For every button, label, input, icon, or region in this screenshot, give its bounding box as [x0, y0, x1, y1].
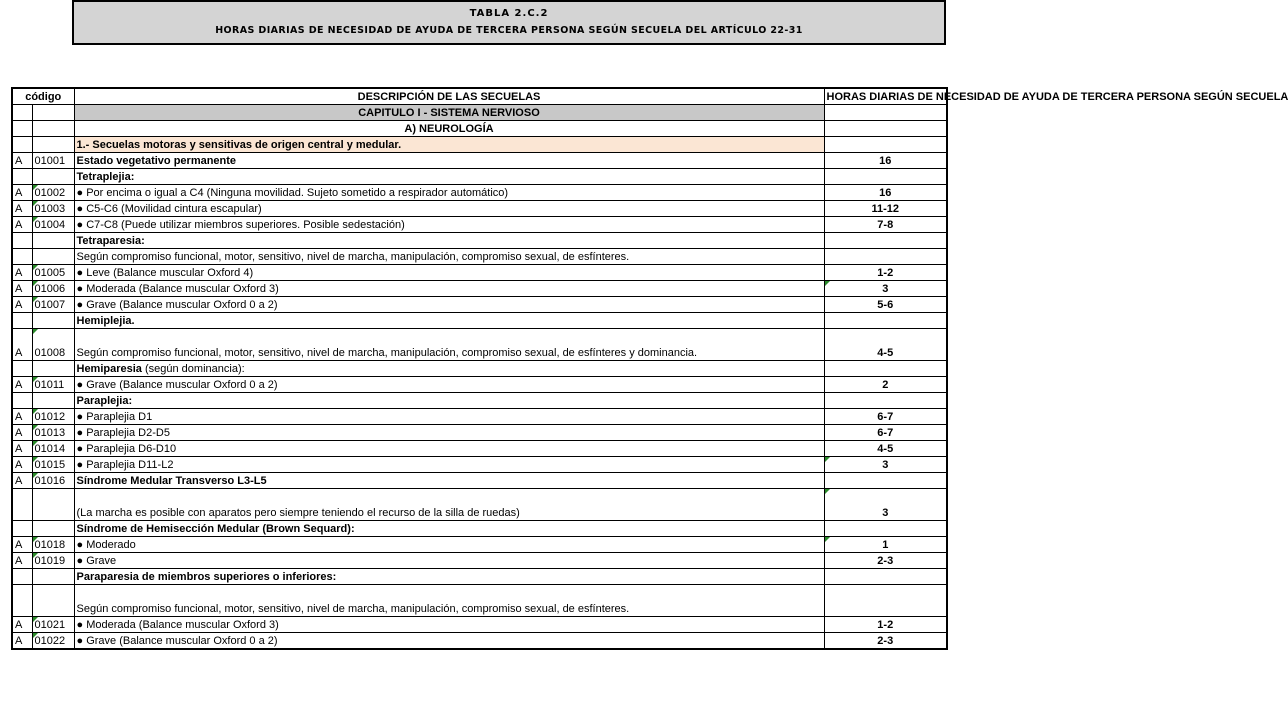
row-prefix: A [12, 553, 32, 569]
row-hours: 3 [824, 489, 947, 521]
table-row [12, 265, 947, 281]
row-hours: 1-2 [824, 265, 947, 281]
row-code: 01001 [32, 153, 74, 169]
row-prefix: A [12, 329, 32, 361]
row-code: 01013 [32, 425, 74, 441]
row-code: 01014 [32, 441, 74, 457]
row-description: Según compromiso funcional, motor, sensitivo, nivel de marcha, manipulación, compromiso sexual, de esfínteres y dominancia. [74, 329, 824, 361]
comment-marker-icon [33, 297, 38, 302]
table-row [12, 361, 947, 377]
row-description: Según compromiso funcional, motor, sensitivo, nivel de marcha, manipulación, compromiso sexual, de esfínteres. [74, 585, 824, 617]
row-hours: 4-5 [824, 329, 947, 361]
sequelae-table [11, 87, 1288, 650]
table-row [12, 569, 947, 585]
comment-marker-icon [33, 265, 38, 270]
row-description: ● Paraplejia D11-L2 [74, 457, 824, 473]
row-prefix: A [12, 409, 32, 425]
row-description: Hemiplejia. [74, 313, 824, 329]
comment-marker-icon [825, 457, 830, 462]
table-row [12, 617, 947, 633]
row-prefix: A [12, 185, 32, 201]
row-description: ● Moderada (Balance muscular Oxford 3) [74, 281, 824, 297]
row-prefix: A [12, 473, 32, 489]
row-description: ● Grave [74, 553, 824, 569]
row-code: 01006 [32, 281, 74, 297]
row-hours: 3 [824, 281, 947, 297]
table-row [12, 633, 947, 650]
row-hours: 6-7 [824, 409, 947, 425]
row-description: ● Moderado [74, 537, 824, 553]
table-row [12, 313, 947, 329]
row-prefix: A [12, 537, 32, 553]
row-description: (La marcha es posible con aparatos pero siempre teniendo el recurso de la silla de ruedas) [74, 489, 824, 521]
comment-marker-icon [33, 329, 38, 334]
row-hours: 7-8 [824, 217, 947, 233]
row-description: Tetraplejia: [74, 169, 824, 185]
row-hours [824, 473, 947, 489]
comment-marker-icon [33, 185, 38, 190]
row-description: ● Paraplejia D2-D5 [74, 425, 824, 441]
row-code: 01022 [32, 633, 74, 650]
table-title: HORAS DIARIAS DE NECESIDAD DE AYUDA DE TERCERA PERSONA SEGÚN SECUELA DEL ARTÍCULO 22-31 [215, 25, 803, 36]
table-row [12, 217, 947, 233]
row-code: 01016 [32, 473, 74, 489]
subchapter-row [12, 121, 947, 137]
comment-marker-icon [33, 425, 38, 430]
chapter-row [12, 105, 947, 121]
row-prefix: A [12, 457, 32, 473]
row-description: ● C5-C6 (Movilidad cintura escapular) [74, 201, 824, 217]
row-code: 01005 [32, 265, 74, 281]
row-description: ● Leve (Balance muscular Oxford 4) [74, 265, 824, 281]
comment-marker-icon [33, 441, 38, 446]
table-row [12, 329, 947, 361]
comment-marker-icon [33, 553, 38, 558]
table-row [12, 185, 947, 201]
comment-marker-icon [33, 377, 38, 382]
comment-marker-icon [33, 633, 38, 638]
table-row [12, 457, 947, 473]
row-code: 01011 [32, 377, 74, 393]
table-title-box [72, 0, 946, 45]
row-description: ● Por encima o igual a C4 (Ninguna movilidad. Sujeto sometido a respirador automático) [74, 185, 824, 201]
table-row [12, 201, 947, 217]
row-description: ● C7-C8 (Puede utilizar miembros superiores. Posible sedestación) [74, 217, 824, 233]
comment-marker-icon [33, 537, 38, 542]
section-title: 1.- Secuelas motoras y sensitivas de origen central y medular. [74, 137, 824, 153]
row-description: Hemiparesia (según dominancia): [74, 361, 824, 377]
row-code: 01019 [32, 553, 74, 569]
row-description: Síndrome de Hemisección Medular (Brown Sequard): [74, 521, 824, 537]
comment-marker-icon [825, 281, 830, 286]
row-code: 01021 [32, 617, 74, 633]
row-prefix: A [12, 425, 32, 441]
row-prefix: A [12, 201, 32, 217]
row-code: 01004 [32, 217, 74, 233]
row-code: 01012 [32, 409, 74, 425]
row-hours: 11-12 [824, 201, 947, 217]
row-description: Estado vegetativo permanente [74, 153, 824, 169]
header-hours: HORAS DIARIAS DE NECESIDAD DE AYUDA DE TERCERA PERSONA SEGÚN SECUELA [824, 88, 947, 105]
comment-marker-icon [825, 537, 830, 542]
comment-marker-icon [33, 217, 38, 222]
row-hours: 2-3 [824, 553, 947, 569]
row-prefix: A [12, 377, 32, 393]
header-description: DESCRIPCIÓN DE LAS SECUELAS [74, 88, 824, 105]
comment-marker-icon [33, 409, 38, 414]
row-hours: 16 [824, 185, 947, 201]
subchapter-title: A) NEUROLOGÍA [74, 121, 824, 137]
comment-marker-icon [825, 489, 830, 494]
row-hours: 1 [824, 537, 947, 553]
table-row [12, 537, 947, 553]
table-row [12, 377, 947, 393]
table-row [12, 153, 947, 169]
row-code: 01003 [32, 201, 74, 217]
row-description: Tetraparesia: [74, 233, 824, 249]
row-prefix: A [12, 617, 32, 633]
row-prefix: A [12, 153, 32, 169]
table-row [12, 585, 947, 617]
row-hours: 4-5 [824, 441, 947, 457]
table-row [12, 489, 947, 521]
row-hours: 6-7 [824, 425, 947, 441]
row-description: ● Grave (Balance muscular Oxford 0 a 2) [74, 297, 824, 313]
row-hours: 2 [824, 377, 947, 393]
comment-marker-icon [33, 473, 38, 478]
table-number: TABLA 2.C.2 [469, 8, 549, 19]
row-prefix: A [12, 281, 32, 297]
header-row [12, 88, 947, 105]
row-prefix: A [12, 297, 32, 313]
table-row [12, 409, 947, 425]
table-row [12, 233, 947, 249]
row-prefix: A [12, 265, 32, 281]
row-description: ● Moderada (Balance muscular Oxford 3) [74, 617, 824, 633]
row-description: Según compromiso funcional, motor, sensitivo, nivel de marcha, manipulación, compromiso sexual, de esfínteres. [74, 249, 824, 265]
table-row [12, 249, 947, 265]
row-prefix: A [12, 633, 32, 650]
row-description: Paraparesia de miembros superiores o inferiores: [74, 569, 824, 585]
table-row [12, 473, 947, 489]
row-code: 01007 [32, 297, 74, 313]
table-row [12, 297, 947, 313]
comment-marker-icon [33, 617, 38, 622]
row-hours: 3 [824, 457, 947, 473]
row-hours: 5-6 [824, 297, 947, 313]
row-description: ● Paraplejia D6-D10 [74, 441, 824, 457]
table-row [12, 521, 947, 537]
table-row [12, 393, 947, 409]
comment-marker-icon [33, 457, 38, 462]
row-hours: 2-3 [824, 633, 947, 650]
row-description: ● Grave (Balance muscular Oxford 0 a 2) [74, 377, 824, 393]
row-hours: 1-2 [824, 617, 947, 633]
comment-marker-icon [33, 201, 38, 206]
comment-marker-icon [33, 281, 38, 286]
row-code: 01018 [32, 537, 74, 553]
row-code: 01002 [32, 185, 74, 201]
row-description: Paraplejia: [74, 393, 824, 409]
table-row [12, 441, 947, 457]
row-prefix: A [12, 441, 32, 457]
table-row [12, 169, 947, 185]
row-description: Síndrome Medular Transverso L3-L5 [74, 473, 824, 489]
row-hours: 16 [824, 153, 947, 169]
table-row [12, 425, 947, 441]
table-row [12, 553, 947, 569]
row-description: ● Paraplejia D1 [74, 409, 824, 425]
section-row [12, 137, 947, 153]
header-code: código [12, 88, 74, 105]
row-description: ● Grave (Balance muscular Oxford 0 a 2) [74, 633, 824, 650]
row-code: 01015 [32, 457, 74, 473]
chapter-title: CAPITULO I - SISTEMA NERVIOSO [74, 105, 824, 121]
row-code: 01008 [32, 329, 74, 361]
table-row [12, 281, 947, 297]
row-prefix: A [12, 217, 32, 233]
